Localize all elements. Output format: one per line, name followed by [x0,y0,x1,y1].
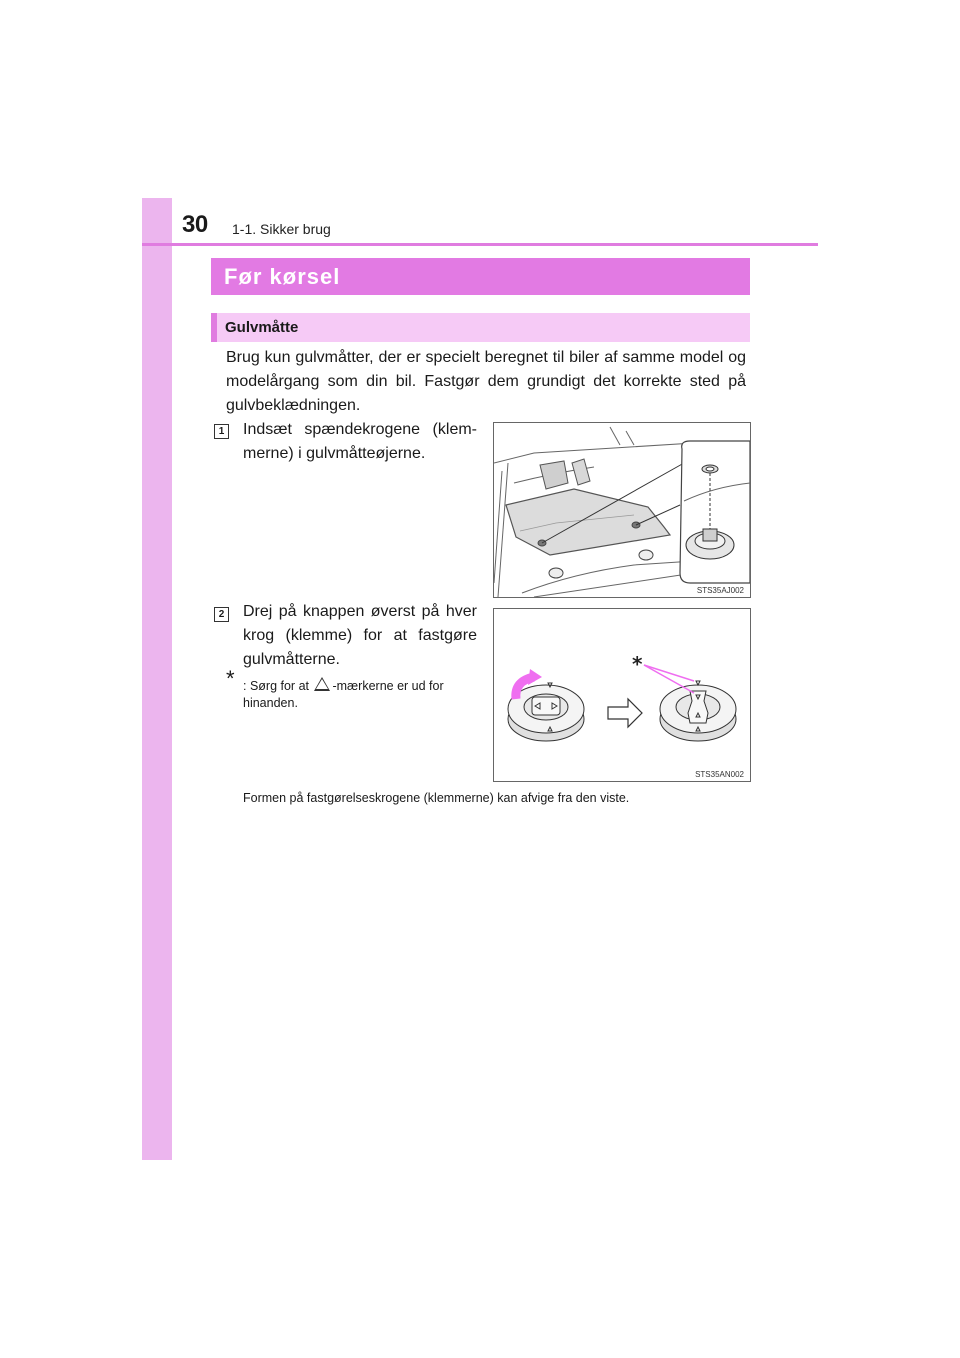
floor-mat-figure [493,422,751,598]
note-text-after: -mærkerne er ud for hinanden. [243,679,444,710]
step-1-text: Indsæt spændekrogene (klem-merne) i gulvmåtteøjerne. [243,421,477,462]
subsection-title: Gulvmåtte [211,313,750,342]
step-number-1: 1 [214,424,229,439]
note-asterisk: * [226,666,235,691]
clip-figure [493,608,751,782]
step-2-text: Drej på knappen øverst på hver krog (klemme) for at fastgøre gulvmåtterne. [243,603,477,668]
figure-code: STS35AN002 [695,770,744,779]
header-rule [142,243,818,246]
page-number: 30 [182,211,208,238]
note-text [243,676,480,712]
section-title: Før kørsel [211,258,750,295]
floor-mat-illustration [494,423,750,597]
svg-text:*: * [632,652,643,676]
figure-code: STS35AJ002 [696,586,744,595]
intro-paragraph: Brug kun gulvmåtter, der er specielt beregnet til biler af samme model og modelårgang som din bil. Fastgør dem grundigt det korrekte sted på gulvbeklædningen. [226,349,746,414]
step-number-2: 2 [214,607,229,622]
clip-rotation-illustration [494,609,750,781]
side-bar [142,198,172,1160]
footnote: Formen på fastgørelseskrogene (klemmerne) kan afvige fra den viste. [243,791,630,805]
chapter-title: 1-1. Sikker brug [232,221,331,237]
triangle-mark-icon [314,677,330,691]
note-text-before: : Sørg for at [243,679,309,693]
